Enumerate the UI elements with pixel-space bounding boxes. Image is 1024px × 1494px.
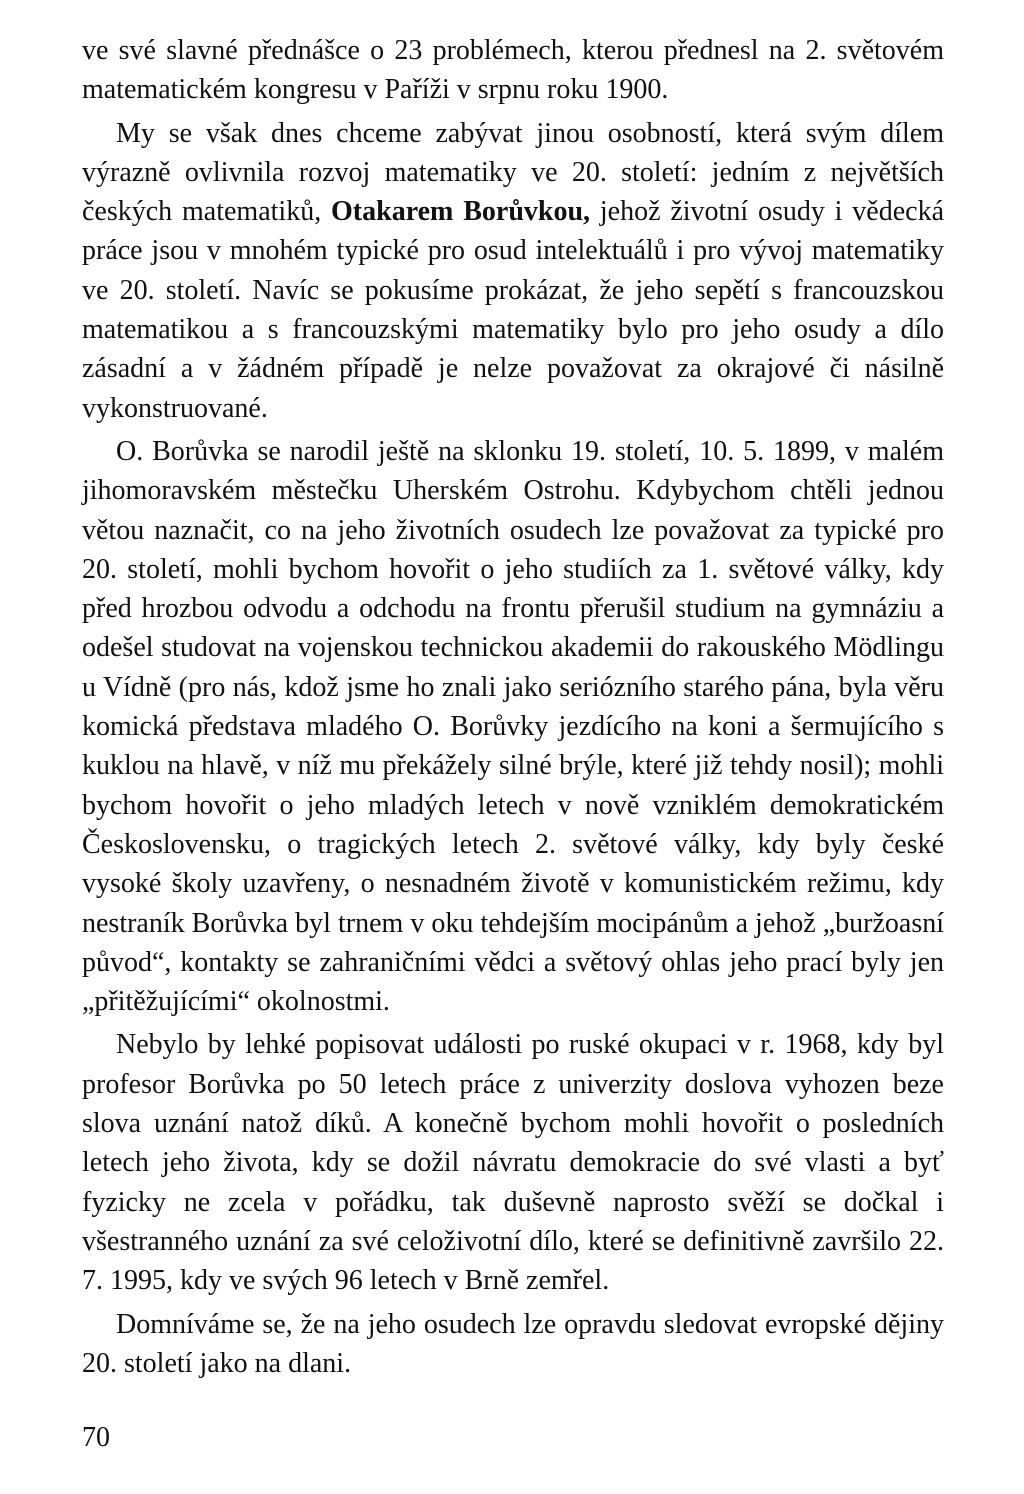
- body-text: [82, 31, 944, 1383]
- highlighted-name: Otakarem Borůvkou,: [331, 196, 591, 228]
- paragraph-continuation: ve své slavné přednášce o 23 problémech, kterou přednesl na 2. světovém matematickém kongresu v Paříži v srpnu roku 1900.: [82, 35, 944, 106]
- paragraph-text: My se však dnes chceme zabývat jinou osobností, která svým dílem výrazně ovlivnila rozvoj matematiky ve 20. století: jedním z největších českých matematiků,: [82, 117, 944, 228]
- paragraph-later-years: Nebylo by lehké popisovat události po ruské okupaci v r. 1968, kdy byl profesor Borůvka po 50 letech práce z univerzity doslova vyhozen beze slova uznání natož díků. A konečně bychom mohli hovořit o posledních letech jeho života, kdy se dožil návratu demokracie do své vlasti a byť fyzicky ne zcela v pořádku, tak duševně naprosto svěží se dočkal i všestranného uznání za své celoživotní dílo, které se definitivně završilo 22. 7. 1995, kdy ve svých 96 letech v Brně zemřel.: [82, 1029, 944, 1297]
- paragraph-text: jehož životní osudy i vědecká práce jsou v mnohém typické pro osud intelektuálů i pro vývoj matematiky ve 20. století. Navíc se pokusíme prokázat, že jeho sepětí s francouzskou matematikou a s francouzskými matematiky bylo pro jeho osudy a dílo zásadní a v žádném případě je nelze považovat za okrajové či násilně vykonstruované.: [82, 196, 945, 424]
- paragraph-introduction: [82, 114, 944, 428]
- paragraph-biography: O. Borůvka se narodil ještě na sklonku 19. století, 10. 5. 1899, v malém jihomoravském městečku Uherském Ostrohu. Kdybychom chtěli jednou větou naznačit, co na jeho životních osudech lze považovat za typické pro 20. století, mohli bychom hovořit o jeho studiích za 1. světové války, kdy před hrozbou odvodu a odchodu na frontu přerušil studium na gymnáziu a odešel studovat na vojenskou technickou akademii do rakouského Mödlingu u Vídně (pro nás, kdož jsme ho znali jako seriózního starého pána, byla věru komická představa mladého O. Borůvky jezdícího na koni a šermujícího s kuklou na hlavě, v níž mu překážely silné brýle, které již tehdy nosil); mohli bychom hovořit o jeho mladých letech v nově vzniklém demokratickém Československu, o tragických letech 2. světové války, kdy byly české vysoké školy uzavřeny, o nesnadném životě v komunistickém režimu, kdy nestraník Borůvka byl trnem v oku tehdejším mocipánům a jehož „buržoasní původ“, kontakty se zahraničními vědci a světový ohlas jeho prací byly jen „přitěžujícími“ okolnostmi.: [82, 435, 944, 1018]
- page-number: 70: [82, 1422, 110, 1453]
- paragraph-conclusion: Domníváme se, že na jeho osudech lze opravdu sledovat evropské dějiny 20. století jako na dlani.: [82, 1308, 944, 1379]
